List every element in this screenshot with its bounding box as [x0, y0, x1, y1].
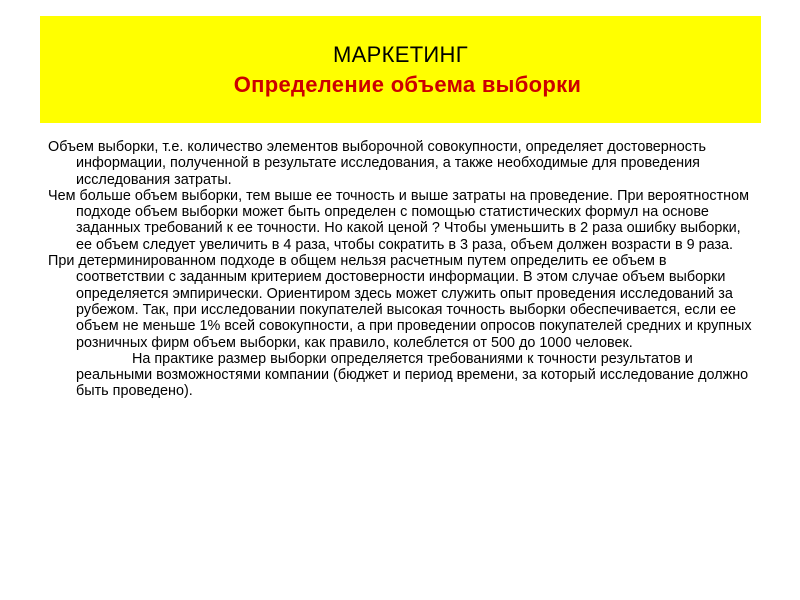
body-text — [48, 139, 758, 400]
paragraph-practice: На практике размер выборки определяется требованиями к точности результатов и реальными возможностями компании (бюджет и период времени, за который исследование должно быть проведено). — [76, 350, 749, 400]
paragraph-probabilistic-approach: Чем больше объем выборки, тем выше ее точность и выше затраты на проведение. При вероятностном подходе объем выборки может быть определен с помощью статистических формул на основе заданных требований к ее точности. Но какой ценой ? Чтобы уменьшить в 2 раза ошибку выборки, ее объем следует увеличить в 4 раза, чтобы сократить в 3 раза, объем должен возрасти в 9 раза. — [48, 187, 750, 253]
slide-title: МАРКЕТИНГ — [333, 42, 468, 67]
title-band — [40, 16, 761, 123]
paragraph-sample-size-definition: Объем выборки, т.е. количество элементов выборочной совокупности, определяет достоверность информации, полученной в результате исследования, а также необходимые для проведения исследования затраты. — [48, 139, 707, 188]
slide-subtitle: Определение объема выборки — [233, 72, 582, 97]
paragraph-deterministic-approach: При детерминированном подходе в общем нельзя расчетным путем определить ее объем в соответствии с заданным критерием достоверности информации. В этом случае объем выборки определяется эмпирически. Ориентиром здесь может служить опыт проведения исследований за рубежом. Так, при исследовании покупателей высокая точность выборки обеспечивается, если ее объем не меньше 1% всей совокупности, а при проведении опросов покупателей средних и крупных розничных фирм объем выборки, как правило, колеблется от 500 до 1000 человек. — [48, 253, 752, 351]
